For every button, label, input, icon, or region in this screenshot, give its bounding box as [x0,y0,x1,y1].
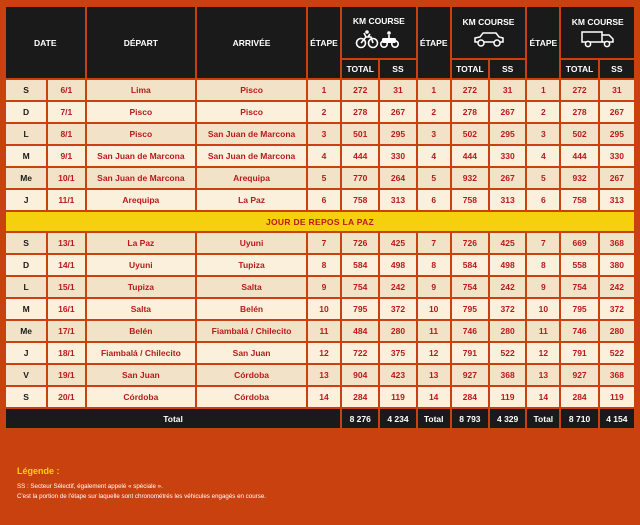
total-car-cell: 272 [452,80,488,100]
total-truck-cell: 272 [561,80,597,100]
date-cell: 17/1 [48,321,84,341]
etape-truck-cell: 3 [527,124,559,144]
depart-cell: Lima [87,80,196,100]
day-cell: S [6,233,46,253]
total-moto-cell: 722 [342,343,378,363]
header-ss-3: SS [600,60,634,78]
total-truck-cell: 444 [561,146,597,166]
etape-moto-cell: 9 [308,277,340,297]
arrivee-cell: Córdoba [197,365,306,385]
day-cell: M [6,299,46,319]
etape-truck-cell: 7 [527,233,559,253]
day-cell: Me [6,321,46,341]
total-truck-cell: 758 [561,190,597,210]
ss-truck-cell: 313 [600,190,634,210]
arrivee-cell: Arequipa [197,168,306,188]
date-cell: 6/1 [48,80,84,100]
ss-car-cell: 425 [490,233,525,253]
total-moto-cell: 584 [342,255,378,275]
ss-car-cell: 522 [490,343,525,363]
date-cell: 7/1 [48,102,84,122]
date-cell: 18/1 [48,343,84,363]
etape-moto-cell: 6 [308,190,340,210]
day-cell: M [6,146,46,166]
etape-moto-cell: 2 [308,102,340,122]
etape-moto-cell: 14 [308,387,340,407]
total-car-cell: 584 [452,255,488,275]
ss-truck-cell: 267 [600,168,634,188]
arrivee-cell: San Juan [197,343,306,363]
table-row [6,80,634,100]
etape-car-cell: 6 [418,190,450,210]
table-row [6,190,634,210]
total-ss-truck: 4 154 [600,409,634,428]
header-date: DATE [6,7,85,78]
legend-line-2: C'est la portion de l'étape sur laquelle sont chronométrés les véhicules engagés en course. [17,493,266,500]
ss-car-cell: 295 [490,124,525,144]
etape-moto-cell: 13 [308,365,340,385]
etape-truck-cell: 9 [527,277,559,297]
header-etape-3: ÉTAPE [527,7,559,78]
etape-car-cell: 10 [418,299,450,319]
depart-cell: Tupiza [87,277,196,297]
etape-truck-cell: 8 [527,255,559,275]
total-car-cell: 284 [452,387,488,407]
date-cell: 20/1 [48,387,84,407]
total-truck-cell: 669 [561,233,597,253]
ss-truck-cell: 368 [600,365,634,385]
total-ss-moto: 4 234 [380,409,415,428]
etape-truck-cell: 5 [527,168,559,188]
truck-icon [561,30,634,51]
day-cell: L [6,124,46,144]
ss-moto-cell: 280 [380,321,415,341]
etape-moto-cell: 3 [308,124,340,144]
etape-moto-cell: 4 [308,146,340,166]
date-cell: 10/1 [48,168,84,188]
header-total-1: TOTAL [342,60,378,78]
date-cell: 16/1 [48,299,84,319]
rest-day-banner: JOUR DE REPOS LA PAZ [6,212,634,231]
total-truck-cell: 795 [561,299,597,319]
etape-moto-cell: 8 [308,255,340,275]
etape-car-cell: 8 [418,255,450,275]
ss-moto-cell: 375 [380,343,415,363]
total-car-cell: 502 [452,124,488,144]
header-ss-1: SS [380,60,415,78]
ss-moto-cell: 267 [380,102,415,122]
total-car-cell: 278 [452,102,488,122]
etape-truck-cell: 4 [527,146,559,166]
km-course-label: KM COURSE [462,16,515,27]
ss-moto-cell: 295 [380,124,415,144]
total-label-truck: Total [527,409,559,428]
day-cell: V [6,365,46,385]
day-cell: S [6,387,46,407]
ss-truck-cell: 330 [600,146,634,166]
table-row [6,277,634,297]
etape-car-cell: 7 [418,233,450,253]
header-total-2: TOTAL [452,60,488,78]
total-moto-cell: 444 [342,146,378,166]
ss-truck-cell: 267 [600,102,634,122]
date-cell: 11/1 [48,190,84,210]
depart-cell: Arequipa [87,190,196,210]
day-cell: L [6,277,46,297]
table-row [6,365,634,385]
header-ss-2: SS [490,60,525,78]
arrivee-cell: Fiambalá / Chilecito [197,321,306,341]
day-cell: Me [6,168,46,188]
ss-car-cell: 119 [490,387,525,407]
etape-truck-cell: 13 [527,365,559,385]
ss-moto-cell: 425 [380,233,415,253]
etape-moto-cell: 11 [308,321,340,341]
total-truck-cell: 791 [561,343,597,363]
total-truck-cell: 558 [561,255,597,275]
header-total-3: TOTAL [561,60,597,78]
date-cell: 8/1 [48,124,84,144]
ss-moto-cell: 119 [380,387,415,407]
ss-moto-cell: 264 [380,168,415,188]
table-row [6,387,634,407]
etape-truck-cell: 1 [527,80,559,100]
table-row [6,168,634,188]
ss-car-cell: 330 [490,146,525,166]
arrivee-cell: Uyuni [197,233,306,253]
ss-truck-cell: 280 [600,321,634,341]
date-cell: 15/1 [48,277,84,297]
total-moto-cell: 284 [342,387,378,407]
ss-car-cell: 280 [490,321,525,341]
total-km-car: 8 793 [452,409,488,428]
car-icon [452,30,525,51]
header-etape-2: ÉTAPE [418,7,450,78]
arrivee-cell: San Juan de Marcona [197,124,306,144]
table-row [6,146,634,166]
etape-moto-cell: 10 [308,299,340,319]
ss-moto-cell: 498 [380,255,415,275]
etape-car-cell: 2 [418,102,450,122]
ss-truck-cell: 380 [600,255,634,275]
etape-moto-cell: 7 [308,233,340,253]
etape-truck-cell: 2 [527,102,559,122]
ss-moto-cell: 31 [380,80,415,100]
total-truck-cell: 278 [561,102,597,122]
ss-car-cell: 368 [490,365,525,385]
arrivee-cell: Tupiza [197,255,306,275]
ss-truck-cell: 119 [600,387,634,407]
ss-truck-cell: 522 [600,343,634,363]
ss-moto-cell: 423 [380,365,415,385]
total-truck-cell: 746 [561,321,597,341]
etape-moto-cell: 1 [308,80,340,100]
etape-car-cell: 1 [418,80,450,100]
header-depart: DÉPART [87,7,196,78]
total-ss-car: 4 329 [490,409,525,428]
day-cell: S [6,80,46,100]
total-car-cell: 791 [452,343,488,363]
date-cell: 14/1 [48,255,84,275]
ss-car-cell: 372 [490,299,525,319]
arrivee-cell: Pisco [197,102,306,122]
total-moto-cell: 758 [342,190,378,210]
total-moto-cell: 501 [342,124,378,144]
depart-cell: San Juan [87,365,196,385]
day-cell: J [6,343,46,363]
total-moto-cell: 484 [342,321,378,341]
total-car-cell: 746 [452,321,488,341]
ss-truck-cell: 242 [600,277,634,297]
header-km-course-moto [342,7,415,58]
etape-moto-cell: 12 [308,343,340,363]
ss-car-cell: 31 [490,80,525,100]
date-cell: 13/1 [48,233,84,253]
table-row [6,102,634,122]
legend-line-1: SS : Secteur Sélectif, également appelé « spéciale ». [17,483,163,490]
header-arrivee: ARRIVÉE [197,7,306,78]
legend [17,466,266,502]
arrivee-cell: La Paz [197,190,306,210]
total-km-truck: 8 710 [561,409,597,428]
total-car-cell: 795 [452,299,488,319]
arrivee-cell: San Juan de Marcona [197,146,306,166]
day-cell: D [6,255,46,275]
ss-truck-cell: 295 [600,124,634,144]
date-cell: 19/1 [48,365,84,385]
table-row [6,233,634,253]
etape-truck-cell: 11 [527,321,559,341]
etape-truck-cell: 12 [527,343,559,363]
depart-cell: Pisco [87,124,196,144]
ss-car-cell: 242 [490,277,525,297]
etape-moto-cell: 5 [308,168,340,188]
depart-cell: La Paz [87,233,196,253]
ss-car-cell: 267 [490,168,525,188]
total-moto-cell: 795 [342,299,378,319]
total-label-car: Total [418,409,450,428]
depart-cell: Salta [87,299,196,319]
etape-car-cell: 4 [418,146,450,166]
table-row [6,255,634,275]
etape-car-cell: 5 [418,168,450,188]
ss-moto-cell: 372 [380,299,415,319]
header-km-course-car [452,7,525,58]
legend-title: Légende : [17,466,60,476]
etape-truck-cell: 10 [527,299,559,319]
table-row [6,321,634,341]
total-car-cell: 927 [452,365,488,385]
ss-moto-cell: 313 [380,190,415,210]
arrivee-cell: Pisco [197,80,306,100]
ss-truck-cell: 368 [600,233,634,253]
etape-car-cell: 12 [418,343,450,363]
stage-schedule [4,5,636,430]
depart-cell: San Juan de Marcona [87,168,196,188]
depart-cell: Córdoba [87,387,196,407]
day-cell: D [6,102,46,122]
total-moto-cell: 904 [342,365,378,385]
etape-car-cell: 11 [418,321,450,341]
total-label-moto: Total [6,409,340,428]
ss-truck-cell: 372 [600,299,634,319]
total-truck-cell: 502 [561,124,597,144]
etape-car-cell: 9 [418,277,450,297]
total-moto-cell: 770 [342,168,378,188]
total-moto-cell: 726 [342,233,378,253]
etape-car-cell: 13 [418,365,450,385]
etape-truck-cell: 14 [527,387,559,407]
depart-cell: Uyuni [87,255,196,275]
ss-moto-cell: 242 [380,277,415,297]
total-truck-cell: 932 [561,168,597,188]
km-course-label: KM COURSE [571,16,624,27]
km-course-label: KM COURSE [352,15,405,26]
depart-cell: Belén [87,321,196,341]
etape-car-cell: 3 [418,124,450,144]
total-car-cell: 758 [452,190,488,210]
depart-cell: San Juan de Marcona [87,146,196,166]
table-row [6,299,634,319]
header-km-course-truck [561,7,634,58]
total-moto-cell: 754 [342,277,378,297]
etape-car-cell: 14 [418,387,450,407]
moto-quad-icon [342,29,415,52]
depart-cell: Fiambalá / Chilecito [87,343,196,363]
date-cell: 9/1 [48,146,84,166]
etape-truck-cell: 6 [527,190,559,210]
header-etape-1: ÉTAPE [308,7,340,78]
total-car-cell: 932 [452,168,488,188]
schedule-table [4,5,636,430]
arrivee-cell: Salta [197,277,306,297]
table-row [6,124,634,144]
total-truck-cell: 927 [561,365,597,385]
ss-car-cell: 267 [490,102,525,122]
arrivee-cell: Belén [197,299,306,319]
ss-moto-cell: 330 [380,146,415,166]
total-truck-cell: 754 [561,277,597,297]
ss-car-cell: 498 [490,255,525,275]
table-row [6,343,634,363]
day-cell: J [6,190,46,210]
total-car-cell: 754 [452,277,488,297]
total-car-cell: 726 [452,233,488,253]
ss-truck-cell: 31 [600,80,634,100]
total-km-moto: 8 276 [342,409,378,428]
total-moto-cell: 278 [342,102,378,122]
arrivee-cell: Córdoba [197,387,306,407]
depart-cell: Pisco [87,102,196,122]
total-truck-cell: 284 [561,387,597,407]
ss-car-cell: 313 [490,190,525,210]
total-car-cell: 444 [452,146,488,166]
total-moto-cell: 272 [342,80,378,100]
